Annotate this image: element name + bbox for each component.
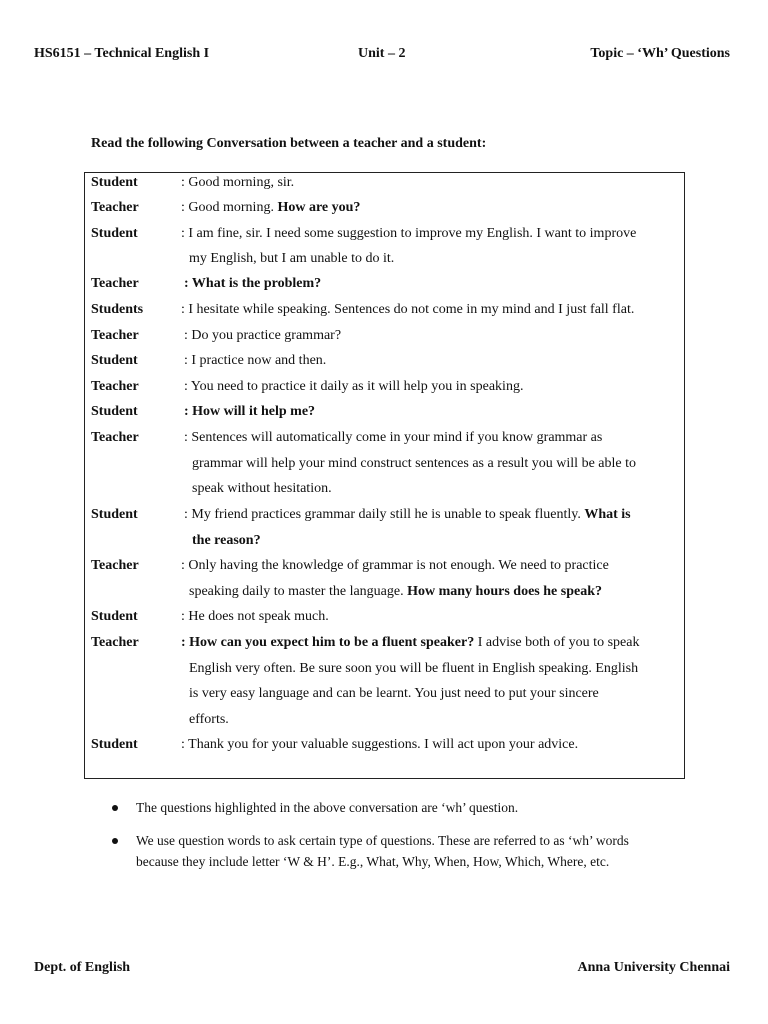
dialog-line — [85, 271, 684, 296]
speaker-label: Student — [91, 404, 138, 419]
line-text: English very often. Be sure soon you will be fluent in English speaking. English — [189, 661, 639, 676]
speaker-label: Students — [91, 302, 144, 317]
line-text: : Sentences will automatically come in your mind if you know grammar as — [184, 430, 603, 445]
speaker-label: Student — [91, 353, 138, 368]
line-text: is very easy language and can be learnt. You just need to put your sincere — [189, 686, 599, 701]
dialog-line — [85, 502, 684, 527]
line-text: : Good morning, sir. — [181, 175, 295, 190]
note-text: We use question words to ask certain type of questions. These are referred to as ‘wh’ words because they include letter ‘W & H’. E.g., What, Why, When, How, Which, Where, etc. — [136, 833, 629, 869]
notes-list — [112, 797, 672, 884]
conversation-box — [84, 172, 685, 779]
dialog-line — [85, 399, 684, 424]
dialog-line — [85, 732, 684, 757]
department-label: Dept. of English — [34, 960, 131, 975]
line-text: grammar will help your mind construct sentences as a result you will be able to — [192, 456, 636, 471]
line-text: : He does not speak much. — [181, 609, 329, 624]
note-text: The questions highlighted in the above conversation are ‘wh’ question. — [136, 800, 519, 815]
line-text: speaking daily to master the language. How many hours does he speak? — [189, 584, 602, 599]
university-label: Anna University Chennai — [577, 960, 730, 975]
line-text: : I hesitate while speaking. Sentences do not come in my mind and I just fall flat. — [181, 302, 635, 317]
dialog-line — [85, 476, 684, 501]
speaker-label: Student — [91, 609, 138, 624]
line-text: : How will it help me? — [184, 404, 316, 419]
line-text: speak without hesitation. — [192, 481, 332, 496]
dialog-line — [85, 528, 684, 553]
speaker-label: Teacher — [91, 430, 139, 445]
dialog-line — [85, 323, 684, 348]
dialog-line — [85, 451, 684, 476]
dialog-line — [85, 425, 684, 450]
line-text: : Good morning. How are you? — [181, 200, 361, 215]
dialog-line — [85, 681, 684, 706]
dialog-line — [85, 170, 684, 195]
dialog-line — [85, 374, 684, 399]
dialog-line — [85, 707, 684, 732]
line-text: : Only having the knowledge of grammar is not enough. We need to practice — [181, 558, 609, 573]
line-text: : What is the problem? — [184, 276, 322, 291]
bullet-icon — [112, 838, 118, 844]
line-text: my English, but I am unable to do it. — [189, 251, 395, 266]
speaker-label: Student — [91, 226, 138, 241]
dialog-line — [85, 297, 684, 322]
list-item — [112, 830, 672, 872]
unit-label: Unit – 2 — [358, 46, 406, 61]
dialog-line — [85, 579, 684, 604]
dialog-line — [85, 604, 684, 629]
speaker-label: Student — [91, 737, 138, 752]
speaker-label: Student — [91, 507, 138, 522]
line-text: the reason? — [192, 533, 261, 548]
dialog-line — [85, 656, 684, 681]
line-text: : I am fine, sir. I need some suggestion to improve my English. I want to improve — [181, 226, 637, 241]
line-text: : My friend practices grammar daily still he is unable to speak fluently. What is — [184, 507, 631, 522]
line-text: : How can you expect him to be a fluent speaker? I advise both of you to speak — [181, 635, 640, 650]
course-title: HS6151 – Technical English I — [34, 46, 210, 61]
intro-heading: Read the following Conversation between a teacher and a student: — [91, 136, 487, 151]
speaker-label: Student — [91, 175, 138, 190]
speaker-label: Teacher — [91, 200, 139, 215]
page-footer — [34, 960, 730, 976]
bullet-icon — [112, 805, 118, 811]
line-text: : Do you practice grammar? — [184, 328, 342, 343]
topic-label: Topic – ‘Wh’ Questions — [590, 46, 730, 61]
list-item — [112, 797, 672, 818]
speaker-label: Teacher — [91, 558, 139, 573]
speaker-label: Teacher — [91, 276, 139, 291]
speaker-label: Teacher — [91, 379, 139, 394]
dialog-line — [85, 553, 684, 578]
speaker-label: Teacher — [91, 328, 139, 343]
line-text: : Thank you for your valuable suggestions. I will act upon your advice. — [181, 737, 579, 752]
line-text: : You need to practice it daily as it will help you in speaking. — [184, 379, 524, 394]
dialog-line — [85, 195, 684, 220]
speaker-label: Teacher — [91, 635, 139, 650]
dialog-line — [85, 221, 684, 246]
dialog-line — [85, 246, 684, 271]
dialog-line — [85, 630, 684, 655]
dialog-line — [85, 348, 684, 373]
page-header — [34, 46, 730, 62]
line-text: : I practice now and then. — [184, 353, 327, 368]
line-text: efforts. — [189, 712, 229, 727]
